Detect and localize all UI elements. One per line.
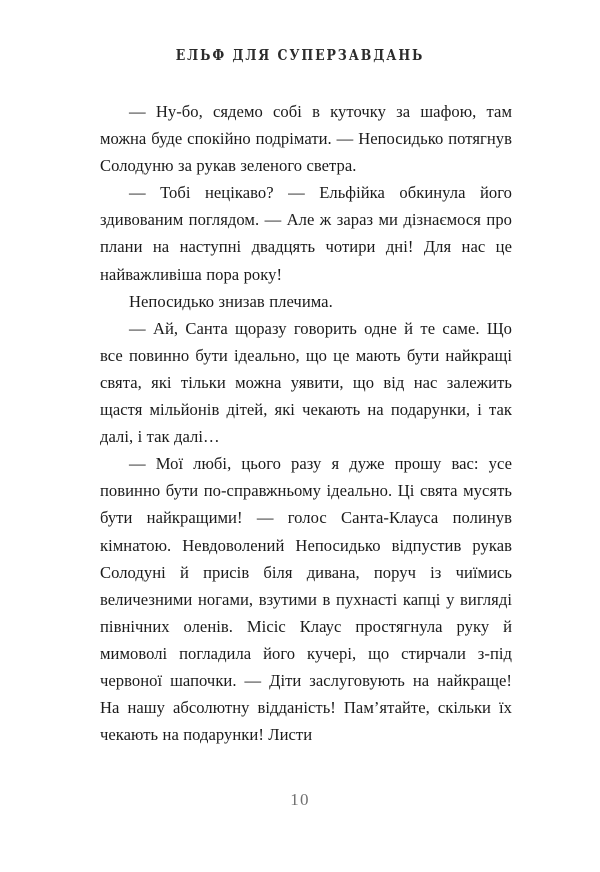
paragraph: — Мої любі, цього разу я дуже прошу вас: усе повинно бути по-справжньому ідеально. Ці свята мусять бути найкращими! — голос Санта-Клауса полинув кімнатою. Невдоволений Непосидько відпустив рукав Солодуні й присів біля дивана, поруч із чиїмись величезними ногами, взутими в пухнасті капці у вигляді північних оленів. Місіс Клаус простягнула руку й мимоволі погладила його кучері, що стирчали з-під червоної шапочки. — Діти заслуговують на найкраще! На нашу абсолютну відданість! Пам’ятайте, скільки їх чекають на подарунки! Листи xyxy=(100,454,512,745)
running-head: ЕЛЬФ ДЛЯ СУПЕРЗАВДАНЬ xyxy=(175,46,425,64)
paragraph: — Ну-бо, сядемо собі в куточку за шафою, там можна буде спокійно подрімати. — Непосидько потягнув Солодуню за рукав зеленого светра. xyxy=(100,102,512,176)
page-number: 10 xyxy=(290,790,310,809)
paragraph: Непосидько знизав плечима. xyxy=(129,291,333,311)
paragraph: — Ай, Санта щоразу говорить одне й те саме. Що все повинно бути ідеально, що це мають бути найкращі свята, які тільки можна уявити, що від нас залежить щастя мільйонів дітей, які чекають на подарунки, і так далі, і так далі… xyxy=(100,318,512,447)
paragraph: — Тобі нецікаво? — Ельфійка обкинула його здивованим поглядом. — Але ж зараз ми дізнаємося про плани на наступні двадцять чотири дні! Для нас це найважливіша пора року! xyxy=(100,183,512,284)
body-text-block xyxy=(100,98,512,748)
